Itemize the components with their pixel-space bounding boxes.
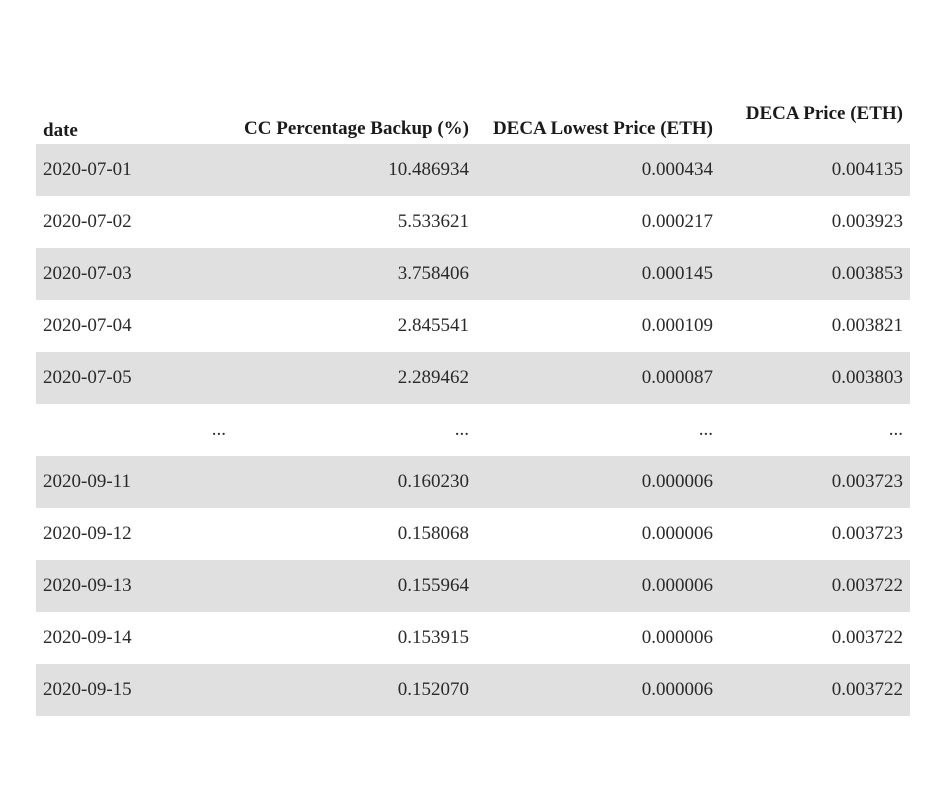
table-row — [36, 300, 910, 352]
table-row — [36, 612, 910, 664]
cell-date: 2020-09-15 — [36, 664, 233, 716]
cell-deca-price: 0.003723 — [831, 523, 903, 544]
cell-deca-price: 0.003853 — [720, 248, 910, 300]
table-header — [36, 84, 910, 144]
data-table-container — [36, 84, 910, 716]
ellipsis-row — [36, 404, 910, 456]
cell-deca-price: 0.003723 — [720, 456, 910, 508]
cell-cc-percentage-backup: 0.155964 — [233, 560, 476, 612]
header-cc-percentage-backup: CC Percentage Backup (%) — [244, 118, 469, 139]
header-date: date — [43, 120, 78, 141]
cell-date: 2020-07-01 — [36, 144, 233, 196]
cell-deca-price: 0.003722 — [831, 627, 903, 648]
cell-cc-percentage-backup: 10.486934 — [233, 144, 476, 196]
table-row — [36, 664, 910, 716]
table-row — [36, 508, 910, 560]
table-row — [36, 248, 910, 300]
table-row — [36, 560, 910, 612]
cell-deca-lowest-price: 0.000006 — [476, 560, 720, 612]
cell-date: 2020-09-13 — [36, 560, 233, 612]
cell-cc-percentage-backup: 5.533621 — [397, 211, 469, 232]
cell-deca-lowest-price: 0.000109 — [641, 315, 713, 336]
cell-deca-lowest-price: 0.000006 — [641, 523, 713, 544]
cell-deca-price: 0.003722 — [720, 664, 910, 716]
cell-cc-percentage-backup: 2.289462 — [233, 352, 476, 404]
cell-deca-lowest-price: 0.000145 — [476, 248, 720, 300]
cell-date: 2020-07-05 — [36, 352, 233, 404]
cell-cc-percentage-backup: 0.160230 — [233, 456, 476, 508]
cell-date: 2020-07-03 — [36, 248, 233, 300]
cell-deca-lowest-price: 0.000434 — [476, 144, 720, 196]
table-row — [36, 352, 910, 404]
table-row — [36, 456, 910, 508]
cell-cc-percentage-backup: 3.758406 — [233, 248, 476, 300]
cell-deca-price: 0.003923 — [831, 211, 903, 232]
cell-deca-price: 0.003821 — [831, 315, 903, 336]
header-row — [36, 84, 910, 144]
cell-deca-lowest-price: 0.000006 — [476, 664, 720, 716]
cell-deca-price: 0.003803 — [720, 352, 910, 404]
data-table — [36, 84, 910, 716]
cell-deca-lowest-price: 0.000087 — [476, 352, 720, 404]
cell-date: 2020-09-12 — [43, 523, 132, 544]
cell-cc-percentage-backup: 2.845541 — [397, 315, 469, 336]
header-deca-price: DECA Price (ETH) — [745, 103, 903, 124]
table-row — [36, 196, 910, 248]
cell-deca-price-ellipsis: ... — [888, 419, 903, 440]
cell-date: 2020-09-14 — [43, 627, 132, 648]
cell-cc-percentage-backup: 0.158068 — [397, 523, 469, 544]
cell-date: 2020-07-02 — [43, 211, 132, 232]
cell-cc-percentage-backup: 0.153915 — [397, 627, 469, 648]
cell-date-ellipsis: ... — [211, 419, 226, 440]
cell-cc-percentage-backup-ellipsis: ... — [454, 419, 469, 440]
cell-date: 2020-09-11 — [36, 456, 233, 508]
table-body — [36, 144, 910, 716]
cell-cc-percentage-backup: 0.152070 — [233, 664, 476, 716]
cell-deca-price: 0.003722 — [720, 560, 910, 612]
header-deca-lowest-price: DECA Lowest Price (ETH) — [492, 118, 713, 139]
cell-deca-lowest-price: 0.000006 — [476, 456, 720, 508]
cell-deca-lowest-price: 0.000006 — [641, 627, 713, 648]
table-row — [36, 144, 910, 196]
cell-deca-price: 0.004135 — [720, 144, 910, 196]
cell-date: 2020-07-04 — [43, 315, 132, 336]
cell-deca-lowest-price-ellipsis: ... — [698, 419, 713, 440]
cell-deca-lowest-price: 0.000217 — [641, 211, 713, 232]
